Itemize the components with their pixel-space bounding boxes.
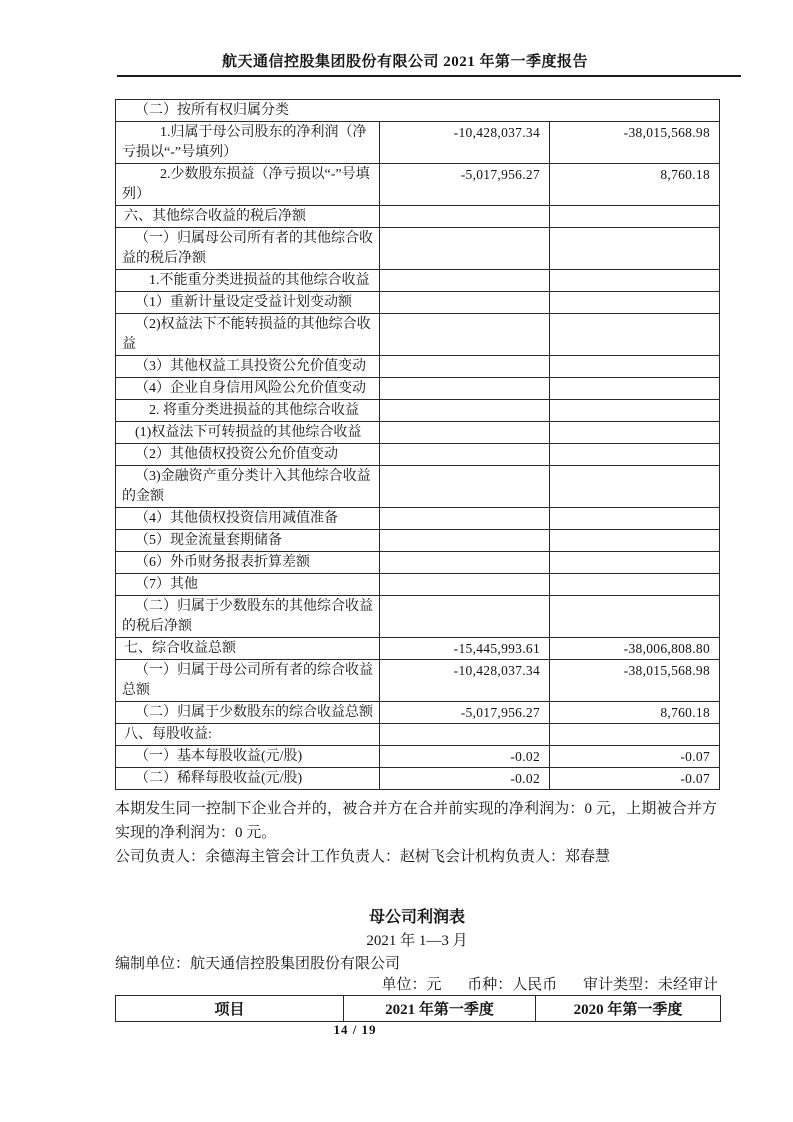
value-2021-q1: -0.02 — [380, 746, 550, 768]
responsible-persons-line: 公司负责人：余德海主管会计工作负责人：赵树飞会计机构负责人：郑春慧 — [115, 849, 611, 865]
table-row — [116, 638, 720, 660]
table-row — [116, 100, 720, 122]
table-row — [116, 702, 720, 724]
value-2021-q1: -5,017,956.27 — [380, 164, 550, 206]
table-row — [116, 574, 720, 596]
parent-income-statement-title: 母公司利润表 — [368, 909, 465, 926]
value-2020-q1 — [550, 552, 720, 574]
value-2020-q1 — [550, 724, 720, 746]
row-label: （6）外币财务报表折算差额 — [116, 552, 380, 574]
table-row — [116, 724, 720, 746]
value-2020-q1 — [550, 292, 720, 314]
row-label: （一）归属于母公司所有者的综合收益总额 — [116, 660, 380, 702]
prepared-by-line: 编制单位：航天通信控股集团股份有限公司 — [115, 956, 401, 972]
row-label: （1）重新计量设定受益计划变动额 — [116, 292, 380, 314]
merger-note: 本期发生同一控制下企业合并的，被合并方在合并前实现的净利润为：0 元，上期被合并方实现的净利润为：0 元。 — [115, 801, 717, 841]
value-2021-q1 — [380, 206, 550, 228]
value-2021-q1 — [380, 444, 550, 466]
table-row — [116, 596, 720, 638]
table-row — [116, 768, 720, 790]
value-2021-q1 — [380, 530, 550, 552]
table-row — [116, 746, 720, 768]
table-meta-line — [115, 973, 718, 994]
consolidated-income-statement-table — [115, 99, 720, 790]
column-header-2021-q1: 2021 年第一季度 — [344, 996, 536, 1022]
row-label: （5）现金流量套期储备 — [116, 530, 380, 552]
row-label: （2)权益法下不能转损益的其他综合收益 — [116, 314, 380, 356]
value-2021-q1 — [380, 314, 550, 356]
value-2021-q1 — [380, 378, 550, 400]
value-2020-q1 — [550, 228, 720, 270]
value-2020-q1 — [550, 356, 720, 378]
table-row — [116, 164, 720, 206]
value-2021-q1 — [380, 574, 550, 596]
table-row — [116, 206, 720, 228]
row-label: （4）其他债权投资信用减值准备 — [116, 508, 380, 530]
notes-block — [115, 797, 717, 869]
table-row — [116, 422, 720, 444]
value-2021-q1: -0.02 — [380, 768, 550, 790]
value-2021-q1 — [380, 596, 550, 638]
value-2020-q1: 8,760.18 — [550, 702, 720, 724]
row-label: （二）按所有权归属分类 — [116, 100, 720, 122]
value-2021-q1 — [380, 552, 550, 574]
value-2020-q1: -0.07 — [550, 746, 720, 768]
audit-type-label: 审计类型：未经审计 — [582, 977, 718, 993]
row-label: 1.不能重分类进损益的其他综合收益 — [116, 270, 380, 292]
row-label: （一）基本每股收益(元/股) — [116, 746, 380, 768]
value-2020-q1 — [550, 270, 720, 292]
header-divider — [117, 75, 741, 77]
value-2021-q1: -10,428,037.34 — [380, 122, 550, 164]
value-2020-q1 — [550, 574, 720, 596]
page-number: 14 / 19 — [333, 1022, 377, 1037]
value-2020-q1 — [550, 422, 720, 444]
value-2021-q1 — [380, 356, 550, 378]
row-label: 1.归属于母公司股东的净利润（净亏损以“-”号填列） — [116, 122, 380, 164]
value-2020-q1: -38,006,808.80 — [550, 638, 720, 660]
table-row — [116, 660, 720, 702]
value-2020-q1: -0.07 — [550, 768, 720, 790]
table-row — [116, 466, 720, 508]
value-2020-q1 — [550, 596, 720, 638]
row-label: （二）归属于少数股东的其他综合收益的税后净额 — [116, 596, 380, 638]
table-row — [116, 292, 720, 314]
table-row — [116, 444, 720, 466]
value-2021-q1 — [380, 508, 550, 530]
row-label: （3)金融资产重分类计入其他综合收益的金额 — [116, 466, 380, 508]
row-label: （一）归属母公司所有者的其他综合收益的税后净额 — [116, 228, 380, 270]
table-row — [116, 400, 720, 422]
value-2020-q1: -38,015,568.98 — [550, 660, 720, 702]
table-row — [116, 314, 720, 356]
table-header-row — [116, 996, 721, 1022]
table-row — [116, 530, 720, 552]
value-2021-q1 — [380, 724, 550, 746]
value-2021-q1 — [380, 422, 550, 444]
value-2021-q1 — [380, 270, 550, 292]
income-statement-body — [116, 100, 720, 790]
row-label: （3）其他权益工具投资公允价值变动 — [116, 356, 380, 378]
table-row — [116, 270, 720, 292]
row-label: （7）其他 — [116, 574, 380, 596]
value-2021-q1: -10,428,037.34 — [380, 660, 550, 702]
unit-label: 单位：元 — [381, 977, 442, 993]
table-row — [116, 508, 720, 530]
value-2020-q1 — [550, 530, 720, 552]
row-label: 八、每股收益: — [116, 724, 380, 746]
row-label: 2.少数股东损益（净亏损以“-”号填列） — [116, 164, 380, 206]
table-row — [116, 356, 720, 378]
reporting-period: 2021 年 1—3 月 — [366, 933, 468, 949]
column-header-item: 项目 — [116, 996, 344, 1022]
row-label: （二）归属于少数股东的综合收益总额 — [116, 702, 380, 724]
currency-label: 币种：人民币 — [467, 977, 558, 993]
value-2020-q1 — [550, 378, 720, 400]
value-2020-q1: -38,015,568.98 — [550, 122, 720, 164]
value-2021-q1: -15,445,993.61 — [380, 638, 550, 660]
parent-income-statement-table — [115, 995, 721, 1022]
value-2020-q1 — [550, 508, 720, 530]
value-2020-q1 — [550, 314, 720, 356]
running-header-title: 航天通信控股集团股份有限公司 2021 年第一季度报告 — [221, 54, 588, 70]
column-header-2020-q1: 2020 年第一季度 — [536, 996, 721, 1022]
table-row — [116, 552, 720, 574]
value-2021-q1 — [380, 228, 550, 270]
row-label: 六、其他综合收益的税后净额 — [116, 206, 380, 228]
value-2021-q1 — [380, 466, 550, 508]
row-label: （2）其他债权投资公允价值变动 — [116, 444, 380, 466]
value-2020-q1 — [550, 206, 720, 228]
row-label: 2. 将重分类进损益的其他综合收益 — [116, 400, 380, 422]
value-2021-q1: -5,017,956.27 — [380, 702, 550, 724]
table-row — [116, 228, 720, 270]
value-2021-q1 — [380, 292, 550, 314]
value-2020-q1 — [550, 400, 720, 422]
row-label: （4）企业自身信用风险公允价值变动 — [116, 378, 380, 400]
row-label: (1)权益法下可转损益的其他综合收益 — [116, 422, 380, 444]
value-2021-q1 — [380, 400, 550, 422]
table-row — [116, 378, 720, 400]
value-2020-q1 — [550, 444, 720, 466]
value-2020-q1 — [550, 466, 720, 508]
row-label: （二）稀释每股收益(元/股) — [116, 768, 380, 790]
row-label: 七、综合收益总额 — [116, 638, 380, 660]
table-row — [116, 122, 720, 164]
value-2020-q1: 8,760.18 — [550, 164, 720, 206]
